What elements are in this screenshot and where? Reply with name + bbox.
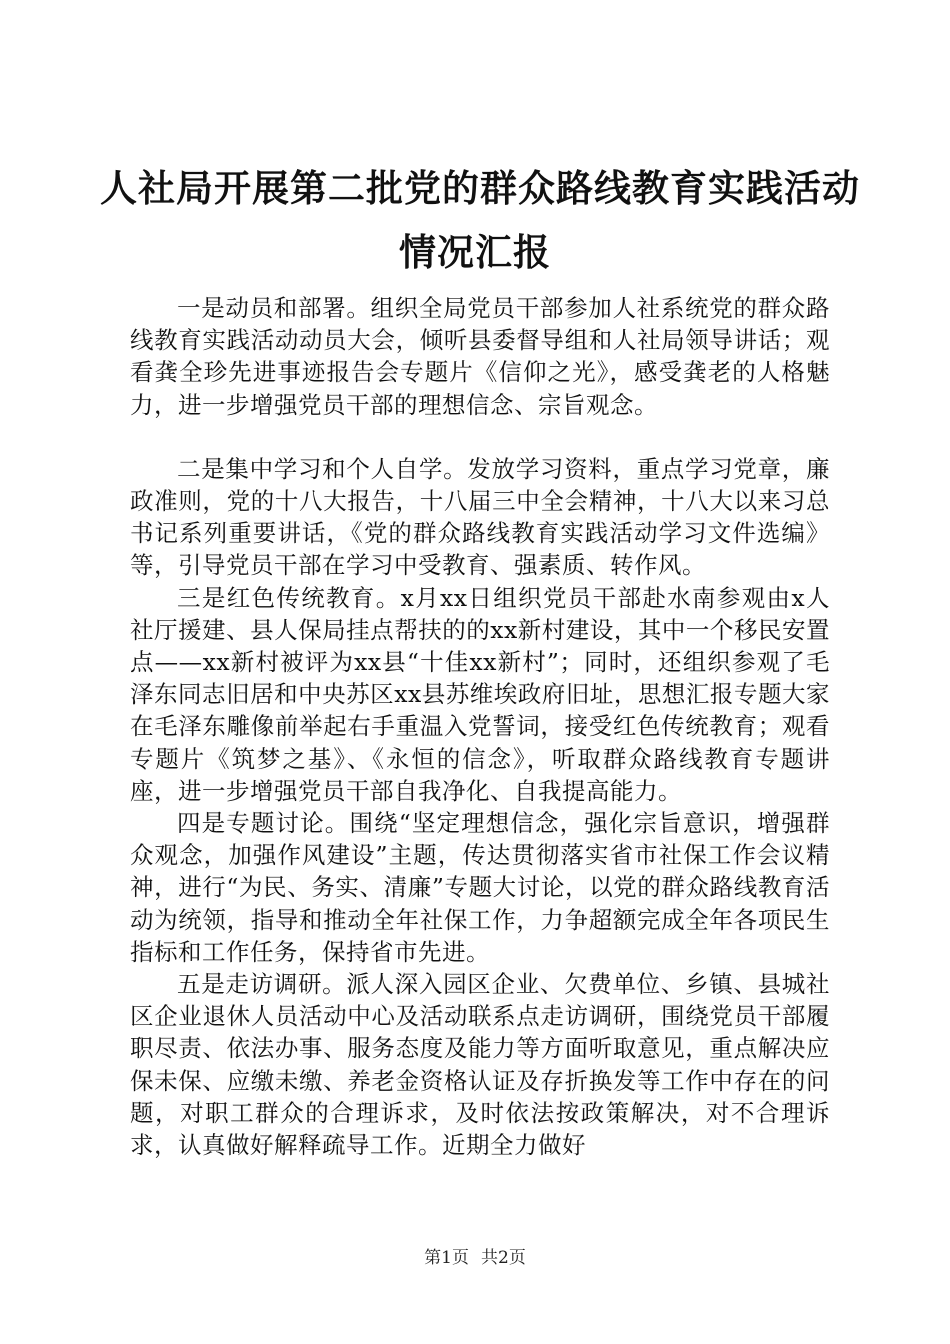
document-body <box>130 292 830 1161</box>
document-title-line-2: 情况汇报 <box>399 231 551 274</box>
paragraph-study: 二是集中学习和个人自学。发放学习资料，重点学习党章，廉政准则，党的十八大报告，十八届三中全会精神，十八大以来习总书记系列重要讲话，《党的群众路线教育实践活动学习文件选编》等，引导党员干部在学习中受教育、强素质、转作风。 <box>130 454 830 580</box>
paragraph-red-tradition: 三是红色传统教育。x月xx日组织党员干部赴水南参观由x人社厅援建、县人保局挂点帮扶的的xx新村建设，其中一个移民安置点——xx新村被评为xx县“十佳xx新村”；同时，还组织参观了毛泽东同志旧居和中央苏区xx县苏维埃政府旧址，思想汇报专题大家在毛泽东雕像前举起右手重温入党誓词，接受红色传统教育；观看专题片《筑梦之基》、《永恒的信念》，听取群众路线教育专题讲座，进一步增强党员干部自我净化、自我提高能力。 <box>130 583 830 805</box>
document-title-line-1: 人社局开展第二批党的群众路线教育实践活动 <box>100 167 860 210</box>
paragraph-visits: 五是走访调研。派人深入园区企业、欠费单位、乡镇、县城社区企业退休人员活动中心及活动联系点走访调研，围绕党员干部履职尽责、依法办事、服务态度及能力等方面听取意见，重点解决应保未保、应缴未缴、养老金资格认证及存折换发等工作中存在的问题，对职工群众的合理诉求，及时依法按政策解决，对不合理诉求，认真做好解释疏导工作。近期全力做好 <box>130 970 830 1160</box>
page-footer <box>0 1243 950 1268</box>
paragraph-mobilization: 一是动员和部署。组织全局党员干部参加人社系统党的群众路线教育实践活动动员大会，倾听县委督导组和人社局领导讲话；观看龚全珍先进事迹报告会专题片《信仰之光》，感受龚老的人格魅力，进一步增强党员干部的理想信念、宗旨观念。 <box>130 294 830 419</box>
paragraph-discussion: 四是专题讨论。围绕“坚定理想信念，强化宗旨意识，增强群众观念，加强作风建设”主题，传达贯彻落实省市社保工作会议精神，进行“为民、务实、清廉”专题大讨论，以党的群众路线教育活动为统领，指导和推动全年社保工作，力争超额完成全年各项民生指标和工作任务，保持省市先进。 <box>130 809 830 966</box>
page-number: 第1页 <box>424 1248 469 1268</box>
page-total: 共2页 <box>481 1248 526 1268</box>
